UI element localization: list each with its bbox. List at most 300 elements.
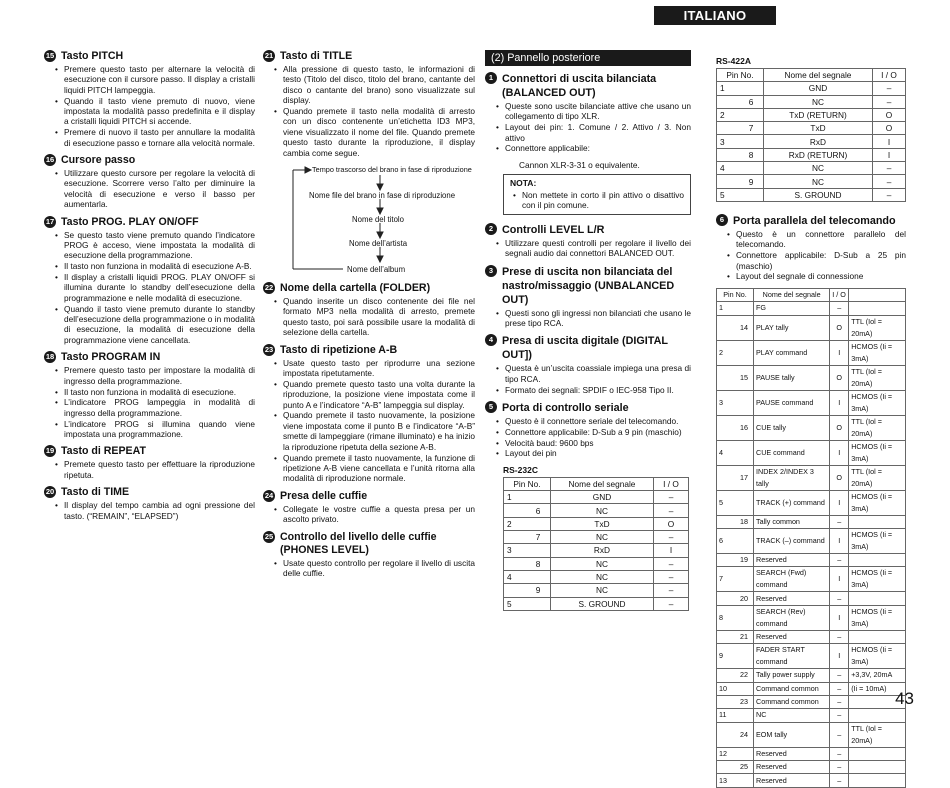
table-cell: – (830, 592, 849, 605)
table-cell: TTL (Iol = 20mA) (849, 465, 906, 490)
table-cell: – (830, 747, 849, 760)
section-title: Presa delle cuffie (280, 489, 368, 502)
table-row (717, 747, 906, 760)
section-23 (263, 344, 475, 484)
table-cell (717, 415, 736, 440)
table-cell: RxD (RETURN) (764, 148, 873, 161)
table-cell (739, 135, 764, 148)
parallel-table (716, 288, 906, 788)
section-number-icon: 20 (45, 487, 55, 497)
table-header-cell: Pin No. (504, 477, 551, 490)
table-cell: 13 (717, 774, 736, 787)
table-cell: 6 (717, 528, 736, 553)
table-cell (504, 557, 527, 570)
bullet-item: • Questi sono gli ingressi non bilanciati che usano le prese tipo RCA. (505, 308, 691, 329)
table-row (717, 162, 906, 175)
bullet-item: • L’indicatore PROG si illumina quando viene impostata una programmazione. (64, 419, 255, 440)
bullet-item: • Connettore applicabile: D-Sub a 25 pin (maschio) (736, 250, 906, 271)
table-cell: I (830, 490, 849, 515)
section-number-icon: 22 (264, 283, 274, 293)
table-cell (735, 490, 754, 515)
table-cell (849, 515, 906, 528)
nota-text: • Non mettete in corto il pin attivo o disattivo con il pin comune. (522, 190, 684, 211)
section-heading (485, 223, 691, 237)
table-row (717, 630, 906, 643)
table-row (717, 644, 906, 669)
table-cell: CUE tally (754, 415, 830, 440)
flow-step-4: Nome dell’artista (349, 239, 408, 249)
table-cell: I (830, 528, 849, 553)
bullet-item: • Quando inserite un disco contenente dei file nel formato MP3 nella modalità di arresto, premete questo tasto, poi sarà possibile usare la modalità di selezione della cartella. (283, 296, 475, 338)
table-cell: PAUSE command (754, 390, 830, 415)
table-cell: 22 (735, 669, 754, 682)
table-row (717, 567, 906, 592)
table-cell (717, 148, 740, 161)
table-cell: NC (551, 570, 654, 583)
table-cell: TxD (551, 517, 654, 530)
table-cell: PAUSE tally (754, 365, 830, 390)
table-cell: I (873, 148, 906, 161)
flow-step-5: Nome dell’album (347, 265, 406, 275)
table-cell: – (830, 630, 849, 643)
table-cell: 3 (717, 390, 736, 415)
table-cell (849, 553, 906, 566)
table-cell: S. GROUND (551, 597, 654, 610)
table-cell: I (654, 544, 689, 557)
table-cell (717, 365, 736, 390)
table-cell: TTL (Iol = 20mA) (849, 315, 906, 340)
table-cell (735, 440, 754, 465)
table-cell (504, 531, 527, 544)
table-cell: – (830, 515, 849, 528)
table-cell (526, 517, 551, 530)
table-cell (735, 302, 754, 315)
table-cell: 6 (526, 504, 551, 517)
bullet-item: • Premete questo tasto per effettuare la riproduzione ripetuta. (64, 459, 255, 480)
section-number-icon: 25 (264, 531, 274, 541)
section-number-icon: 2 (485, 223, 497, 235)
table-cell: O (830, 365, 849, 390)
table-cell: – (830, 302, 849, 315)
table-cell: – (873, 82, 906, 95)
table-row (717, 669, 906, 682)
table-cell: Command common (754, 695, 830, 708)
table-cell: Tally power supply (754, 669, 830, 682)
table-cell: – (873, 175, 906, 188)
table-cell: INDEX 2/INDEX 3 tally (754, 465, 830, 490)
bullet-item: • Il tasto non funziona in modalità di esecuzione A-B. (64, 261, 255, 271)
section-heading (44, 50, 255, 63)
section-4 (485, 334, 691, 395)
bullet-item: • Connettore applicabile: D-Sub a 9 pin (maschio) (505, 427, 691, 437)
table-row (717, 365, 906, 390)
bullet-item: • Quando il tasto viene premuto di nuovo, viene impostata la modalità passo predefinita e il display a cristalli liquidi PITCH si accende. (64, 96, 255, 127)
table-row (504, 597, 689, 610)
bullet-item: • Alla pressione di questo tasto, le informazioni di testo (Titolo del disco, titolo del brano, cantante del disco o cantante del brano) sono visualizzate sul display. (283, 64, 475, 106)
table-cell: TxD (764, 122, 873, 135)
bullet-item: • Se questo tasto viene premuto quando l’indicatore PROG è acceso, viene impostata la modalità di esecuzione della programmazione. (64, 230, 255, 261)
connector-note: Cannon XLR-3-31 o equivalente. (519, 159, 640, 170)
table-cell: I (830, 390, 849, 415)
section-title: Tasto di TIME (61, 486, 130, 499)
section-number-icon: 19 (45, 446, 55, 456)
table-cell (735, 605, 754, 630)
bullet-item: • Collegate le vostre cuffie a questa presa per un ascolto privato. (283, 504, 475, 525)
section-heading (263, 50, 475, 63)
section-heading (44, 351, 255, 364)
table-cell: NC (551, 531, 654, 544)
table-cell: 18 (735, 515, 754, 528)
table-cell: TTL (Iol = 20mA) (849, 365, 906, 390)
table-cell (717, 95, 740, 108)
column-3 (485, 50, 691, 611)
table-cell: +3,3V, 20mA (849, 669, 906, 682)
table-cell: Reserved (754, 774, 830, 787)
table-cell (735, 682, 754, 695)
table-cell: (Ii = 10mA) (849, 682, 906, 695)
table-row (717, 515, 906, 528)
table-cell: – (873, 162, 906, 175)
table-header-row (504, 477, 689, 490)
table-cell (717, 465, 736, 490)
table-cell (526, 544, 551, 557)
table-cell: Tally common (754, 515, 830, 528)
table-row (717, 188, 906, 201)
section-17 (44, 216, 255, 346)
column-2 (263, 50, 475, 584)
table-cell: – (654, 491, 689, 504)
table-cell: 1 (717, 82, 740, 95)
section-heading (44, 154, 255, 167)
section-title: Controlli LEVEL L/R (502, 223, 605, 236)
table-cell (717, 695, 736, 708)
table-cell: – (654, 531, 689, 544)
section-21 (263, 50, 475, 158)
bullet-item: • Layout dei pin: 1. Comune / 2. Attivo / 3. Non attivo (505, 122, 691, 143)
table-row (717, 553, 906, 566)
table-row (717, 695, 906, 708)
section-title: Tasto di TITLE (280, 50, 353, 62)
table-cell: O (654, 517, 689, 530)
table-cell: O (830, 415, 849, 440)
table-cell: 19 (735, 553, 754, 566)
bullet-item: • Il display a cristalli liquidi PROG. PLAY ON/OFF si illumina durante lo standby dell’esecuzione della programmazione e nelle modalità di esecuzione. (64, 272, 255, 303)
table-header-cell: I / O (830, 288, 849, 301)
table-cell: 1 (504, 491, 527, 504)
section-heading (485, 265, 691, 307)
table-row (717, 135, 906, 148)
table-cell: TTL (Iol = 20mA) (849, 415, 906, 440)
section-heading (44, 216, 255, 229)
table-cell: Reserved (754, 592, 830, 605)
table-cell: HCMOS (Ii = 3mA) (849, 567, 906, 592)
table-cell: 11 (717, 709, 736, 722)
bullet-item: • Questo è un connettore parallelo del telecomando. (736, 229, 906, 250)
table-cell: 6 (739, 95, 764, 108)
rs422-table (716, 68, 906, 202)
table-cell: HCMOS (Ii = 3mA) (849, 528, 906, 553)
bullet-item: • Premere questo tasto per alternare la velocità di esecuzione con il cursore passo. Il display a cristalli liquidi PITCH lampeggia. (64, 64, 255, 95)
table-cell: 5 (717, 188, 740, 201)
table-cell (717, 175, 740, 188)
bullet-item: • Quando premete questo tasto una volta durante la riproduzione, la posizione viene impostata come il punto A e l’indicatore “A-B” lampeggia sul display. (283, 379, 475, 410)
table-cell: – (830, 709, 849, 722)
table-cell (717, 669, 736, 682)
table-cell: SEARCH (Rev) command (754, 605, 830, 630)
bullet-item: • Utilizzare questo cursore per regolare la velocità di esecuzione. Scorrere verso l’alto per diminuire la velocità di esecuzione e verso il basso per aumentarla. (64, 168, 255, 210)
table-row (717, 774, 906, 787)
table-cell (849, 709, 906, 722)
table-cell (717, 722, 736, 747)
table-row (717, 490, 906, 515)
section-title: Porta parallela del telecomando (733, 214, 896, 227)
table-cell: I (830, 340, 849, 365)
table-row (717, 315, 906, 340)
section-title: Porta di controllo seriale (502, 402, 629, 415)
table-row (717, 528, 906, 553)
table-cell: 8 (739, 148, 764, 161)
table-cell: HCMOS (Ii = 3mA) (849, 644, 906, 669)
table-cell: – (654, 584, 689, 597)
bullet-item: • Premere di nuovo il tasto per annullare la modalità di esecuzione passo e tornare alla velocità normale. (64, 127, 255, 148)
rs232-title: RS-232C (503, 464, 538, 475)
section-number-icon: 15 (45, 51, 55, 60)
bullet-item: • Il tasto non funziona in modalità di esecuzione. (64, 387, 255, 397)
table-row (504, 570, 689, 583)
section-number-icon: 6 (716, 214, 728, 226)
table-cell: – (873, 188, 906, 201)
nota-title: NOTA: (510, 178, 537, 189)
table-row (717, 108, 906, 121)
bullet-item: • Quando premete il tasto nella modalità di arresto con un disco contenente un’etichetta ID3 MP3, viene visualizzato il nome del file. Quando premete questo tasto durante la riproduzione, il display cambia come segue. (283, 106, 475, 158)
table-cell: I (873, 135, 906, 148)
section-number-icon: 16 (45, 155, 55, 165)
section-title: Controllo del livello delle cuffie (PHONES LEVEL) (280, 530, 437, 556)
table-cell: 7 (739, 122, 764, 135)
section-heading (716, 214, 906, 228)
table-row (717, 148, 906, 161)
table-cell (735, 528, 754, 553)
bullet-item: • Connettore applicabile: (505, 143, 691, 153)
section-number-icon: 24 (264, 490, 274, 500)
table-row (717, 605, 906, 630)
table-cell: 4 (717, 162, 740, 175)
bullet-item: • Formato dei segnali: SPDIF o IEC-958 Tipo II. (505, 385, 691, 395)
table-cell (739, 82, 764, 95)
section-number-icon: 3 (485, 265, 497, 277)
section-6 (716, 214, 906, 282)
table-cell: 2 (717, 340, 736, 365)
section-5 (485, 401, 691, 459)
table-cell: – (654, 504, 689, 517)
bullet-item: • Usate questo tasto per riprodurre una sezione impostata ripetutamente. (283, 358, 475, 379)
table-cell (849, 761, 906, 774)
table-cell: 7 (526, 531, 551, 544)
table-cell: – (873, 95, 906, 108)
table-cell: Reserved (754, 747, 830, 760)
table-cell: TTL (Iol = 20mA) (849, 722, 906, 747)
section-19 (44, 445, 255, 480)
table-row (504, 557, 689, 570)
section-title: Connettori di uscita bilanciata (BALANCED OUT) (502, 73, 657, 99)
table-cell: 1 (717, 302, 736, 315)
table-cell: – (654, 570, 689, 583)
column-4 (716, 52, 906, 788)
table-cell: 5 (504, 597, 527, 610)
table-cell: 14 (735, 315, 754, 340)
table-header-cell: Nome del segnale (754, 288, 830, 301)
table-row (504, 517, 689, 530)
section-heading (44, 445, 255, 458)
section-22 (263, 282, 475, 338)
section-heading (263, 490, 475, 503)
table-header-cell (849, 288, 906, 301)
table-cell: PLAY tally (754, 315, 830, 340)
table-cell: I (830, 605, 849, 630)
table-cell: 17 (735, 465, 754, 490)
column-1 (44, 50, 255, 527)
table-cell: S. GROUND (764, 188, 873, 201)
flow-step-2: Nome file del brano in fase di riproduzione (309, 191, 456, 201)
flow-step-1: Tempo trascorso del brano in fase di riproduzione (312, 165, 472, 175)
table-cell: O (873, 122, 906, 135)
page-number: 43 (895, 689, 914, 708)
section-title: Tasto di ripetizione A-B (280, 343, 398, 356)
bullet-item: • Layout del segnale di connessione (736, 271, 906, 281)
table-cell: NC (764, 95, 873, 108)
title-display-flow (263, 164, 475, 276)
table-cell (735, 774, 754, 787)
language-tab: ITALIANO (654, 6, 776, 25)
section-number-icon: 4 (485, 334, 497, 346)
table-cell: 20 (735, 592, 754, 605)
section-title: Tasto di REPEAT (61, 445, 146, 458)
table-row (717, 440, 906, 465)
table-cell: 9 (739, 175, 764, 188)
table-header-cell: Pin No. (717, 288, 754, 301)
table-cell: FADER START command (754, 644, 830, 669)
section-25 (263, 531, 475, 579)
table-header-cell: Pin No. (717, 69, 764, 82)
table-cell: – (830, 669, 849, 682)
table-cell: 21 (735, 630, 754, 643)
bullet-item: • Questo è il connettore seriale del telecomando. (505, 416, 691, 426)
table-cell: 4 (504, 570, 527, 583)
section-heading (44, 486, 255, 499)
table-cell: I (830, 440, 849, 465)
table-cell: – (830, 682, 849, 695)
table-cell (504, 504, 527, 517)
table-cell: NC (551, 504, 654, 517)
table-row (717, 722, 906, 747)
table-row (717, 302, 906, 315)
section-heading (263, 344, 475, 357)
section-number-icon: 21 (264, 51, 274, 60)
section-18 (44, 351, 255, 439)
table-cell (849, 630, 906, 643)
table-cell: 9 (717, 644, 736, 669)
table-cell: GND (551, 491, 654, 504)
table-cell: 16 (735, 415, 754, 440)
table-cell (735, 390, 754, 415)
section-heading (263, 282, 475, 295)
section-1 (485, 72, 691, 154)
section-2 (485, 223, 691, 259)
table-cell: PLAY command (754, 340, 830, 365)
table-cell: 5 (717, 490, 736, 515)
table-cell (717, 553, 736, 566)
flow-step-3: Nome del titolo (352, 215, 405, 225)
table-row (504, 544, 689, 557)
table-cell: O (830, 465, 849, 490)
table-cell (739, 188, 764, 201)
table-cell (735, 747, 754, 760)
table-row (717, 709, 906, 722)
rs232-table (503, 477, 689, 611)
table-cell: HCMOS (Ii = 3mA) (849, 390, 906, 415)
table-cell: I (830, 567, 849, 592)
table-row (717, 175, 906, 188)
table-cell: Reserved (754, 630, 830, 643)
table-cell: TxD (RETURN) (764, 108, 873, 121)
section-3 (485, 265, 691, 329)
table-cell (735, 340, 754, 365)
table-cell: 2 (504, 517, 527, 530)
bullet-item: • Questa è un’uscita coassiale impiega una presa di tipo RCA. (505, 363, 691, 384)
table-cell: 9 (526, 584, 551, 597)
table-row (717, 682, 906, 695)
table-cell: 23 (735, 695, 754, 708)
section-heading (263, 531, 475, 557)
table-cell (735, 644, 754, 669)
table-cell: – (830, 774, 849, 787)
table-cell: FG (754, 302, 830, 315)
section-number-icon: 23 (264, 344, 274, 354)
table-cell: Command common (754, 682, 830, 695)
table-cell (526, 597, 551, 610)
nota-box (503, 174, 691, 215)
table-header-cell: I / O (654, 477, 689, 490)
table-cell: 2 (717, 108, 740, 121)
table-row (717, 390, 906, 415)
table-cell: 7 (717, 567, 736, 592)
table-cell (504, 584, 527, 597)
table-cell (735, 709, 754, 722)
section-15 (44, 50, 255, 148)
table-cell: 15 (735, 365, 754, 390)
bullet-item: • Utilizzare questi controlli per regolare il livello dei segnali audio dai connettori BALANCED OUT. (505, 238, 691, 259)
table-cell: 3 (504, 544, 527, 557)
table-cell: – (830, 553, 849, 566)
table-cell: 10 (717, 682, 736, 695)
table-cell (739, 162, 764, 175)
section-title: Nome della cartella (FOLDER) (280, 282, 431, 295)
table-cell: – (654, 597, 689, 610)
table-cell: NC (551, 557, 654, 570)
table-cell (526, 570, 551, 583)
bullet-item: • Layout dei pin (505, 448, 691, 458)
table-cell: – (654, 557, 689, 570)
bullet-item: • Queste sono uscite bilanciate attive che usano un collegamento di tipo XLR. (505, 101, 691, 122)
table-row (717, 592, 906, 605)
table-cell: 25 (735, 761, 754, 774)
table-header-row (717, 69, 906, 82)
table-cell (735, 567, 754, 592)
table-header-cell: I / O (873, 69, 906, 82)
section-title: Tasto PROGRAM IN (61, 351, 161, 364)
section-number-icon: 18 (45, 352, 55, 362)
table-cell: CUE command (754, 440, 830, 465)
